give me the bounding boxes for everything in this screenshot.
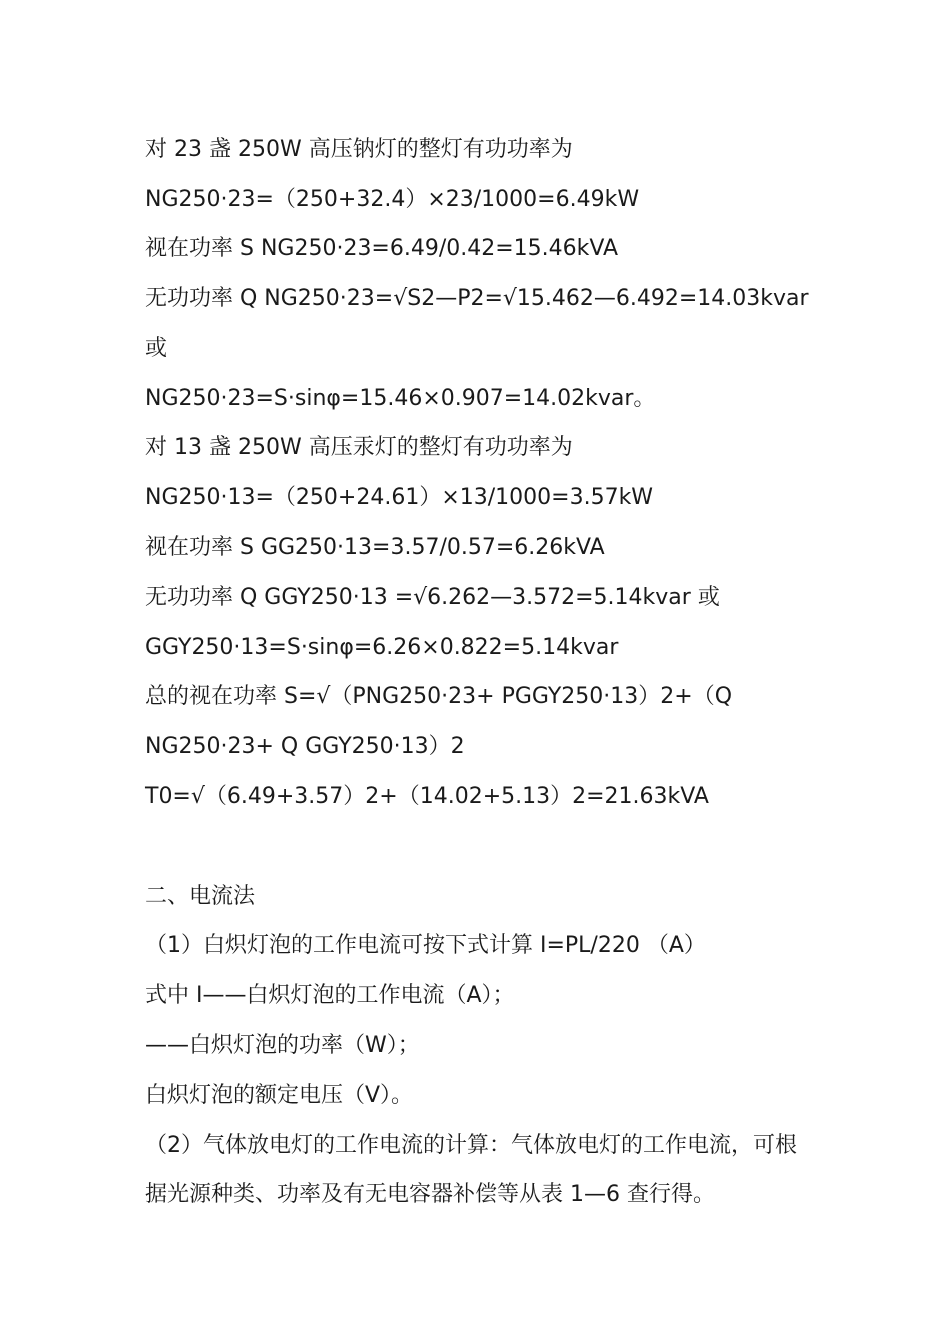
- text-line: 无功功率 Q GGY250·13 =√6.262—3.572=5.14kvar 或: [145, 585, 720, 610]
- text-line: ——白炽灯泡的功率（W）；: [145, 1033, 420, 1058]
- text-line: NG250·23=（250+32.4）×23/1000=6.49kW: [145, 187, 640, 212]
- text-line: 式中 I——白炽灯泡的工作电流（A）；: [145, 983, 515, 1008]
- text-line: （2）气体放电灯的工作电流的计算：气体放电灯的工作电流，可根: [145, 1133, 797, 1158]
- text-line: 无功功率 Q NG250·23=√S2—P2=√15.462—6.492=14.03kvar: [145, 286, 809, 311]
- text-line: 据光源种类、功率及有无电容器补偿等从表 1—6 查行得。: [145, 1182, 715, 1207]
- text-line: 对 23 盏 250W 高压钠灯的整灯有功功率为: [145, 137, 573, 162]
- text-line: 视在功率 S GG250·13=3.57/0.57=6.26kVA: [145, 535, 605, 560]
- text-line: T0=√（6.49+3.57）2+（14.02+5.13）2=21.63kVA: [145, 784, 709, 809]
- text-line: NG250·23+ Q GGY250·13）2: [145, 734, 465, 759]
- section-heading: 二、电流法: [145, 884, 256, 909]
- text-line: GGY250·13=S·sinφ=6.26×0.822=5.14kvar: [145, 635, 619, 660]
- text-line: 总的视在功率 S=√（PNG250·23+ PGGY250·13）2+（Q: [145, 684, 733, 709]
- text-line: 或: [145, 336, 168, 361]
- text-line: 视在功率 S NG250·23=6.49/0.42=15.46kVA: [145, 236, 619, 261]
- text-line: NG250·13=（250+24.61）×13/1000=3.57kW: [145, 485, 654, 510]
- text-line: （1）白炽灯泡的工作电流可按下式计算 I=PL/220 （A）: [145, 933, 706, 958]
- text-line: NG250·23=S·sinφ=15.46×0.907=14.02kvar。: [145, 386, 656, 411]
- text-line: 对 13 盏 250W 高压汞灯的整灯有功功率为: [145, 435, 573, 460]
- text-line: 白炽灯泡的额定电压（V）。: [145, 1083, 414, 1108]
